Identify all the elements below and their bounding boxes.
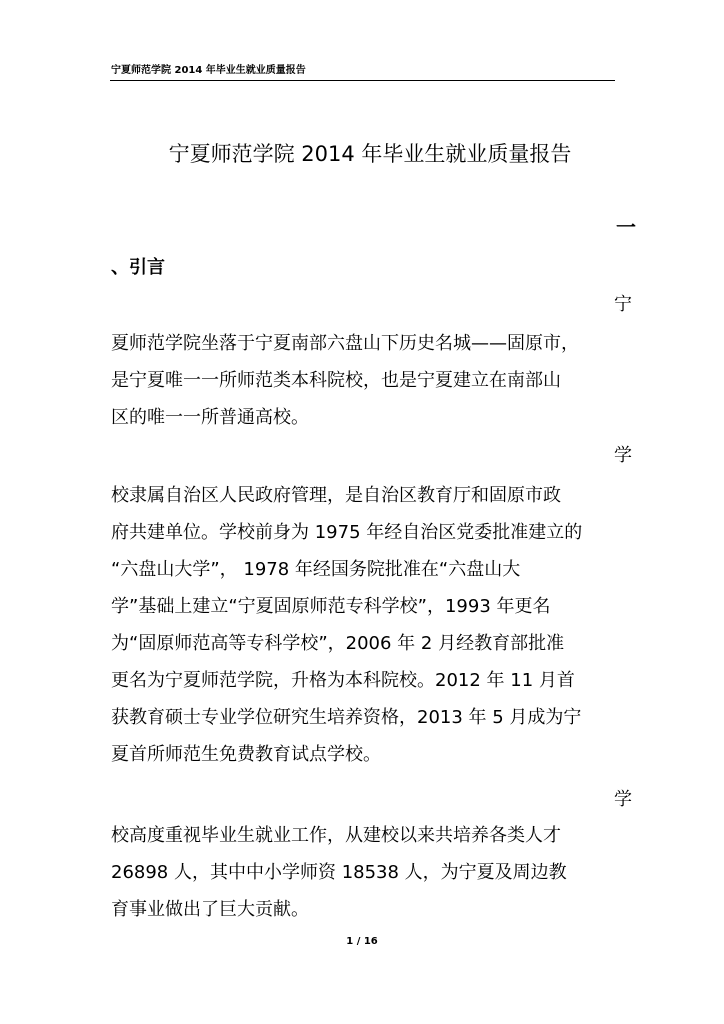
paragraph-3 [111, 817, 636, 928]
paragraph-2-line-1: 校隶属自治区人民政府管理，是自治区教育厅和固原市政 [111, 485, 561, 506]
section-number: 一 [616, 215, 636, 239]
paragraph-2-line-4: 学”基础上建立“宁夏固原师范专科学校”，1993 年更名 [111, 596, 551, 617]
paragraph-2-line-6: 更名为宁夏师范学院，升格为本科院校。2012 年 11 月首 [111, 670, 575, 691]
running-header: 宁夏师范学院 2014 年毕业生就业质量报告 [111, 65, 306, 76]
paragraph-1-line-3: 区的唯一一所普通高校。 [111, 407, 309, 428]
paragraph-2-line-5: 为“固原师范高等专科学校”，2006 年 2 月经教育部批准 [111, 633, 565, 654]
paragraph-3-line-1: 校高度重视毕业生就业工作，从建校以来共培养各类人才 [111, 825, 561, 846]
section-title: 、引言 [111, 257, 165, 278]
paragraph-1-line-2: 是宁夏唯一一所师范类本科院校，也是宁夏建立在南部山 [111, 370, 561, 391]
paragraph-3-line-3: 育事业做出了巨大贡献。 [111, 899, 309, 920]
paragraph-1-line-1: 夏师范学院坐落于宁夏南部六盘山下历史名城——固原市， [111, 333, 579, 354]
paragraph-2-lead-char: 学 [614, 445, 632, 466]
paragraph-2-line-7: 获教育硕士专业学位研究生培养资格，2013 年 5 月成为宁 [111, 707, 582, 728]
paragraph-1 [111, 325, 636, 436]
paragraph-1-lead-char: 宁 [614, 294, 632, 315]
document-title: 宁夏师范学院 2014 年毕业生就业质量报告 [168, 142, 572, 166]
page-number: 1 / 16 [346, 936, 378, 947]
paragraph-3-lead-char: 学 [614, 789, 632, 810]
paragraph-3-line-2: 26898 人，其中中小学师资 18538 人，为宁夏及周边教 [111, 862, 567, 883]
paragraph-2-line-3: “六盘山大学”， 1978 年经国务院批准在“六盘山大 [111, 559, 521, 580]
paragraph-2-line-8: 夏首所师范生免费教育试点学校。 [111, 744, 381, 765]
paragraph-2-line-2: 府共建单位。学校前身为 1975 年经自治区党委批准建立的 [111, 522, 583, 543]
paragraph-2 [111, 477, 636, 773]
header-divider [110, 80, 615, 81]
